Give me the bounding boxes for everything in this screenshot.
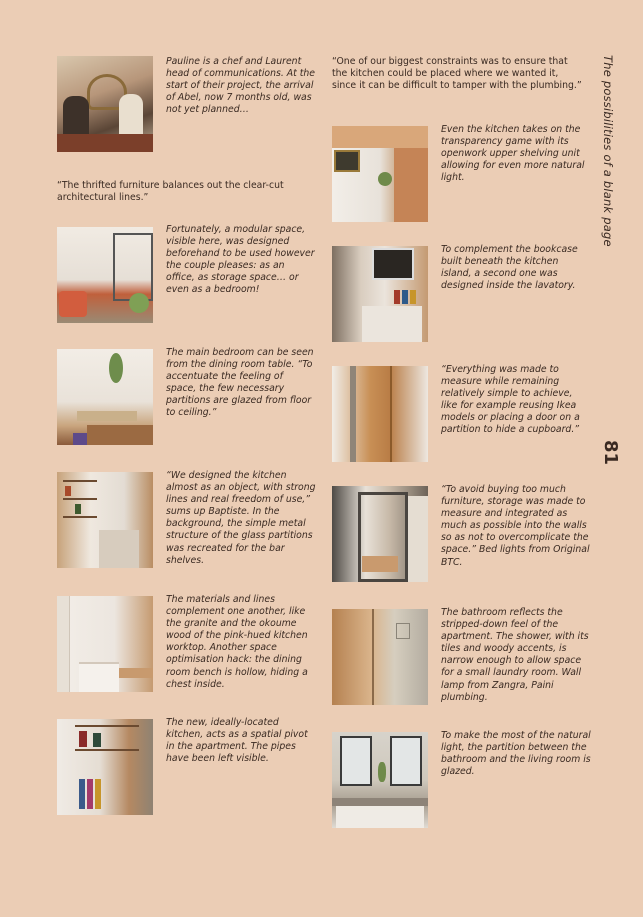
caption-4: “We designed the kitchen almost as an object, with strong lines and real freedom of use,” sums up Baptiste. In the background, the simple metal structure of the glass partitions was recreated for the bar shelves. — [166, 470, 316, 566]
caption-1: Pauline is a chef and Laurent head of communications. At the start of their project, the arrival of Abel, now 7 months old, was not yet planned… — [166, 56, 315, 116]
kitchen-openwork-shelving-photo — [332, 126, 428, 222]
kitchen-pivot-photo — [57, 719, 153, 815]
bedroom-storage-photo — [332, 486, 428, 582]
bathroom-shower-photo — [332, 609, 428, 705]
main-bedroom-photo — [57, 349, 153, 445]
caption-9: “Everything was made to measure while remaining relatively simple to achieve, like for example reusing Ikea models or placing a door on a partition to hide a cupboard.” — [441, 364, 580, 436]
caption-7: Even the kitchen takes on the transparency game with its openwork upper shelving unit allowing for even more natural light. — [441, 124, 585, 184]
bookcase-lavatory-photo — [332, 246, 428, 342]
bathroom-glazed-partition-photo — [332, 732, 428, 828]
kitchen-shelves-photo — [57, 472, 153, 568]
caption-2: Fortunately, a modular space, visible here, was designed beforehand to be used however the couple pleases: as an office, as storage space… or even as a bedroom! — [166, 224, 315, 296]
caption-11: The bathroom reflects the stripped-down feel of the apartment. The shower, with its tiles and woody accents, is narrow enough to allow space for a small laundry room. Wall lamp from Zangra, Paini plumbing. — [441, 607, 589, 703]
side-section-title: The possibilities of a blank page — [601, 55, 615, 247]
caption-10: “To avoid buying too much furniture, storage was made to measure and integrated as much as possible into the walls so as not to overcomplicate the space.” Bed lights from Original BTC. — [441, 484, 590, 568]
living-room-family-photo — [57, 56, 153, 152]
pull-quote-right: “One of our biggest constraints was to ensure that the kitchen could be placed where we wanted it, since it can be difficult to tamper with the plumbing.” — [332, 56, 582, 92]
caption-6: The new, ideally-located kitchen, acts as a spatial pivot in the apartment. The pipes have been left visible. — [166, 717, 308, 765]
caption-12: To make the most of the natural light, the partition between the bathroom and the living room is glazed. — [441, 730, 591, 778]
page-number: 81 — [600, 440, 621, 466]
caption-5: The materials and lines complement one another, like the granite and the okoume wood of the pink-hued kitchen worktop. Another space optimisation hack: the dining room bench is hollow, hiding a chest inside. — [166, 594, 308, 690]
ikea-door-partition-photo — [332, 366, 428, 462]
pull-quote-left: “The thrifted furniture balances out the clear-cut architectural lines.” — [57, 180, 284, 204]
kitchen-worktop-photo — [57, 596, 153, 692]
caption-8: To complement the bookcase built beneath the kitchen island, a second one was designed inside the lavatory. — [441, 244, 578, 292]
modular-space-photo — [57, 227, 153, 323]
caption-3: The main bedroom can be seen from the dining room table. “To accentuate the feeling of space, the few necessary partitions are glazed from floor to ceiling.” — [166, 347, 314, 419]
